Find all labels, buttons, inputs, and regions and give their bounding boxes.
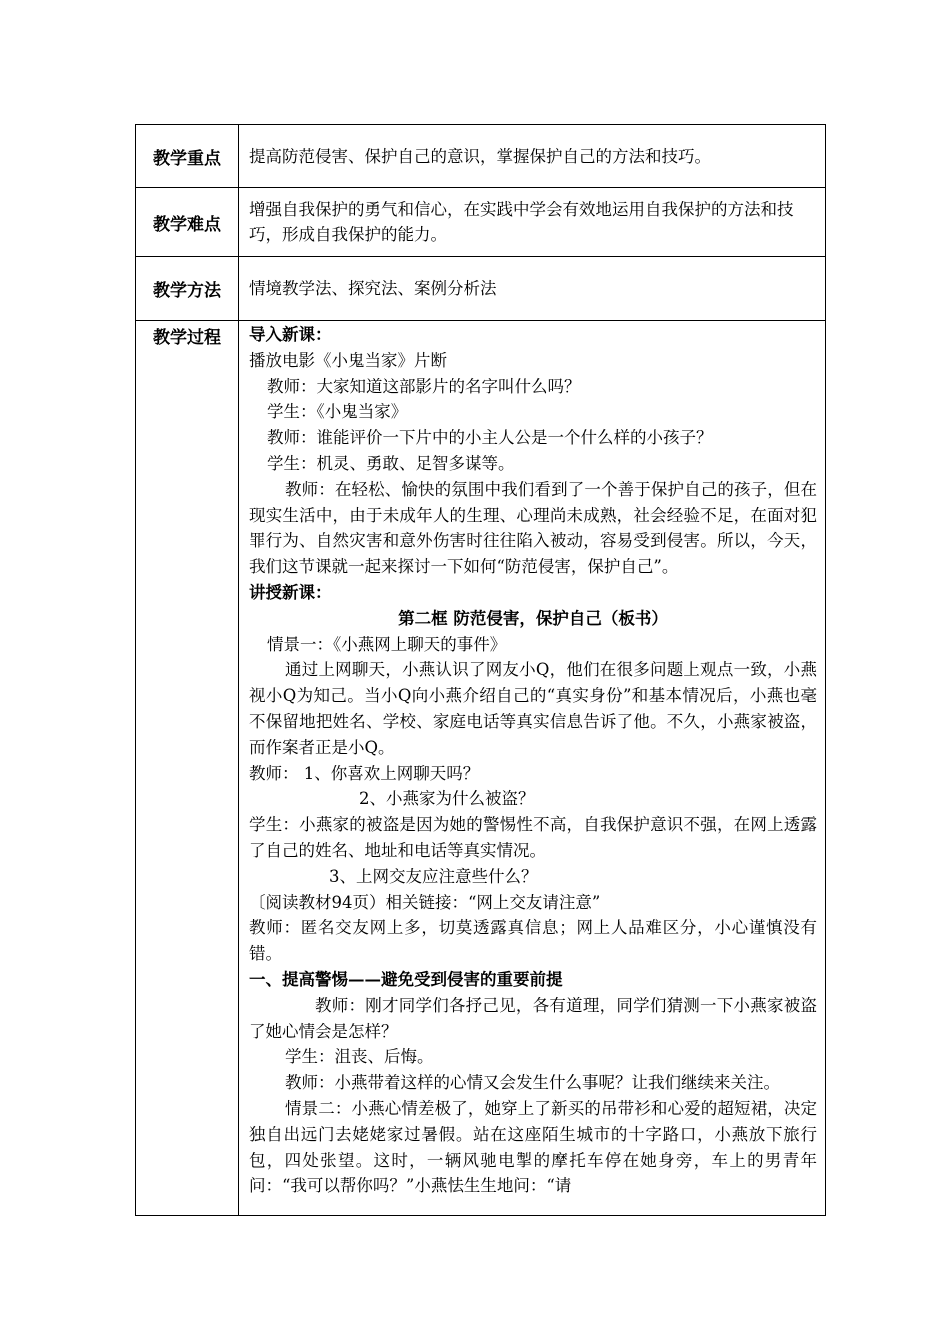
dialogue-line: 学生：沮丧、后悔。	[285, 1047, 434, 1067]
row-process	[136, 321, 826, 1216]
question-line: 2、小燕家为什么被盗？	[359, 789, 535, 809]
teacher-summary: 教师：匿名交友网上多，切莫透露真信息；网上人品难区分，小心谨慎没有错。	[249, 918, 817, 964]
scenario-title: 情景一：《小燕网上聊天的事件》	[267, 634, 507, 654]
label-process: 教学过程	[136, 321, 239, 1216]
dialogue-paragraph: 教师：在轻松、愉快的氛围中我们看到了一个善于保护自己的孩子，但在现实生活中，由于未成年人的生理、心理尚未成熟，社会经验不足，在面对犯罪行为、自然灾害和意外伤害时往往陷入被动，容易受到侵害。所以，今天，我们这节课就一起来探讨一下如何“防范侵害，保护自己”。	[249, 479, 817, 577]
question-line: 教师： 1、你喜欢上网聊天吗？	[249, 763, 480, 783]
dialogue-line: 学生：《小鬼当家》	[267, 402, 408, 422]
section-title: 第二框 防范侵害，保护自己（板书）	[398, 608, 668, 628]
scenario-paragraph: 通过上网聊天，小燕认识了网友小Q，他们在很多问题上观点一致，小燕视小Q为知己。当小Q向小燕介绍自己的“真实身份”和基本情况后，小燕也毫不保留地把姓名、学校、家庭电话等真实信息告诉了他。不久，小燕家被盗，而作案者正是小Q。	[249, 660, 817, 757]
reading-link: 〔阅读教材94页）相关链接：“网上交友请注意”	[249, 892, 601, 912]
row-focus	[136, 125, 826, 188]
label-method: 教学方法	[136, 257, 239, 321]
row-method	[136, 257, 826, 321]
answer-paragraph: 学生：小燕家的被盗是因为她的警惕性不高，自我保护意识不强，在网上透露了自己的姓名、地址和电话等真实情况。	[249, 815, 817, 860]
dialogue-line: 教师：谁能评价一下片中的小主人公是一个什么样的小孩子？	[267, 428, 713, 448]
heading-point-one: 一、提高警惕——避免受到侵害的重要前提	[249, 969, 563, 989]
scenario-paragraph: 情景二：小燕心情差极了，她穿上了新买的吊带衫和心爱的超短裙，决定独自出远门去姥姥家过暑假。站在这座陌生城市的十字路口，小燕放下旅行包，四处张望。这时，一辆风驰电掣的摩托车停在她身旁，车上的男青年问：“我可以帮你吗？”小燕怯生生地问：“请	[249, 1098, 817, 1196]
dialogue-line: 学生：机灵、勇敢、足智多谋等。	[267, 453, 515, 473]
process-cell	[239, 321, 826, 1216]
content-method: 情境教学法、探究法、案例分析法	[239, 257, 826, 321]
lesson-plan-table	[135, 124, 826, 1216]
content-difficulty: 增强自我保护的勇气和信心，在实践中学会有效地运用自我保护的方法和技巧，形成自我保护的能力。	[239, 188, 826, 257]
label-focus: 教学重点	[136, 125, 239, 188]
heading-intro: 导入新课：	[249, 325, 332, 344]
dialogue-line: 教师：大家知道这部影片的名字叫什么吗？	[267, 376, 581, 396]
row-difficulty	[136, 188, 826, 257]
process-content	[239, 321, 825, 1215]
heading-new-lesson: 讲授新课：	[249, 582, 332, 602]
dialogue-paragraph: 教师：小燕带着这样的心情又会发生什么事呢？让我们继续来关注。	[285, 1073, 780, 1093]
dialogue-paragraph: 教师：刚才同学们各抒己见，各有道理，同学们猜测一下小燕家被盗了她心情会是怎样？	[249, 995, 817, 1041]
question-line: 3、上网交友应注意些什么？	[329, 866, 538, 886]
label-difficulty: 教学难点	[136, 188, 239, 257]
content-focus: 提高防范侵害、保护自己的意识，掌握保护自己的方法和技巧。	[239, 125, 826, 188]
paragraph: 播放电影《小鬼当家》片断	[249, 350, 447, 370]
